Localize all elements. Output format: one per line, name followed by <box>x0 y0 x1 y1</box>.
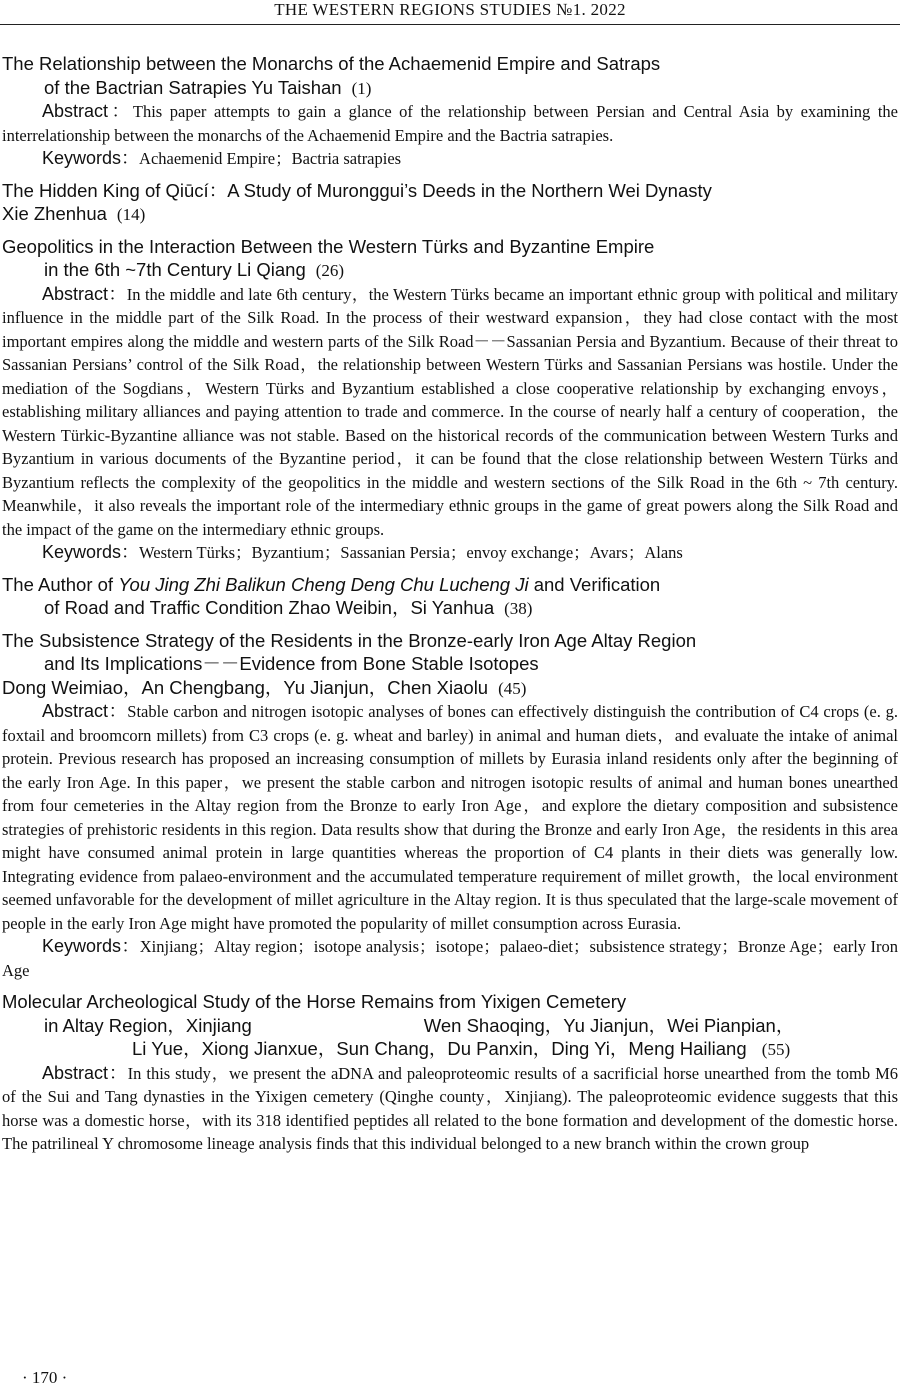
article-title: Geopolitics in the Interaction Between the Western Türks and Byzantine Empire in the 6th ~7th Century Li Qiang (26) <box>2 235 655 280</box>
article-entry <box>2 179 898 227</box>
page-number: (1) <box>351 78 372 98</box>
abstract-label: Abstract： <box>42 701 128 721</box>
contents-list <box>2 52 898 1160</box>
article-authors: Yu Taishan <box>251 76 342 98</box>
keywords: Keywords：Xinjiang；Altay region；isotope analysis；isotope；palaeo-diet；subsistence strategy；Bronze Age；early Iron Age <box>2 936 899 980</box>
article-entry <box>2 990 898 1156</box>
article-authors: Li Yue，Xiong Jianxue，Sun Chang，Du Panxin，Ding Yi，Meng Hailiang <box>132 1038 747 1059</box>
article-authors: Dong Weimiao，An Chengbang，Yu Jianjun，Chen Xiaolu <box>2 676 489 698</box>
page-number: (14) <box>116 205 146 224</box>
article-authors: Zhao Weibin，Si Yanhua <box>288 597 495 618</box>
abstract-label: Abstract： <box>42 1062 128 1083</box>
article-title: Molecular Archeological Study of the Horse Remains from Yixigen Cemetery in Altay Region，Xinjiang Wen Shaoqing，Yu Jianjun，Wei Pianpian， Li Yue，Xiong Jianxue，Sun Chang，Du Panxin，Ding Yi，Meng Hailiang (55) <box>2 991 795 1059</box>
keywords-label: Keywords： <box>42 148 140 168</box>
page-number: (38) <box>504 599 533 618</box>
running-head: THE WESTERN REGIONS STUDIES №1. 2022 <box>274 0 626 19</box>
article-title: The Hidden King of Qiūcí：A Study of Muronggui’s Deeds in the Northern Wei Dynasty Xie Zhenhua (14) <box>2 179 712 224</box>
italic-book-title: You Jing Zhi Balikun Cheng Deng Chu Lucheng Ji <box>118 573 529 595</box>
page-number: (45) <box>498 678 527 698</box>
article-entry <box>2 235 898 565</box>
page-number: (26) <box>315 261 345 280</box>
keywords: Keywords：Western Türks；Byzantium；Sassanian Persia；envoy exchange；Avars；Alans <box>2 541 898 565</box>
page-number: (55) <box>761 1040 791 1059</box>
article-title: The Subsistence Strategy of the Residents in the Bronze-early Iron Age Altay Region and Its Implications－－Evidence from Bone Stable Isotopes Dong Weimiao，An Chengbang，Yu Jianjun，Chen Xiaolu (45) <box>2 629 697 698</box>
article-authors: Xie Zhenhua <box>2 203 107 224</box>
abstract: Abstract：In the middle and late 6th century，the Western Türks became an important ethnic group with political and military influence in the middle part of the Silk Road. In the process of their westward expansion，they had close contact with the most important empires along the middle and western parts of the Silk Road－－Sassanian Persia and Byzantium. Because of their threat to Sassanian Persians’ control of the Silk Road，the relationship between Western Türks and Sassanian Persians was hostile. Under the mediation of the Sogdians，Western Türks and Byzantium established a close cooperative relationship by exchanging envoys，establishing military alliances and paying attention to trade and commerce. In the course of nearly half a century of cooperation，the Western Türkic-Byzantine alliance was not stable. Based on the historical records of the communication between Western Turks and Byzantium in various documents of the Byzantine period，it can be found that the close relationship between Western Türks and Byzantium reflects the complexity of the geopolitics in the middle and western sections of the Silk Road in the 6th ~ 7th century. Meanwhile，it also reveals the important role of the intermediary ethnic groups in the game of great powers along the Silk Road and the impact of the game on the intermediary ethnic groups. <box>2 283 899 539</box>
abstract: Abstract：This paper attempts to gain a glance of the relationship between Persian and Central Asia by examining the interrelationship between the monarchs of the Achaemenid Empire and the Bactria satrapies. <box>2 101 898 145</box>
abstract: Abstract：Stable carbon and nitrogen isotopic analyses of bones can effectively distinguish the contribution of C4 crops (e. g. foxtail and broomcorn millets) from C3 crops (e. g. wheat and barley) in animal and human diets，and evaluate the intake of animal protein. Previous research has proposed an increasing consumption of millets by Eurasia inland residents only after the beginning of the early Iron Age. In this paper，we present the stable carbon and nitrogen isotopic results of animal and human bones unearthed from four cemeteries in the Altay region from the Bronze to early Iron Age，and explore the dietary composition and subsistence strategies of prehistoric residents in this region. Data results show that during the Bronze and early Iron Age，the residents in this area might have consumed animal protein in large quantities whereas the proportion of C4 plants in their diets was generally low. Integrating evidence from palaeo-environment and the accumulated temperature requirement of millet growth，the local environment seemed unfavorable for the development of millet agriculture in the Altay region. It is thus speculated that the large-scale movement of people in the early Iron Age might have promoted the popularity of millet consumption across Eurasia. <box>2 701 898 933</box>
keywords-label: Keywords： <box>42 542 140 562</box>
abstract-label: Abstract： <box>42 283 127 304</box>
article-entry <box>2 629 898 983</box>
article-authors: Li Qiang <box>236 259 306 280</box>
article-title: The Relationship between the Monarchs of the Achaemenid Empire and Satraps of the Bactrian Satrapies Yu Taishan (1) <box>2 53 661 98</box>
article-authors: Wen Shaoqing，Yu Jianjun，Wei Pianpian， <box>423 1014 795 1036</box>
article-title: The Author of You Jing Zhi Balikun Cheng Deng Chu Lucheng Ji and Verification of Road and Traffic Condition Zhao Weibin，Si Yanhua (38) <box>2 573 661 618</box>
keywords: Keywords：Achaemenid Empire；Bactria satrapies <box>2 147 898 171</box>
abstract-label: Abstract： <box>42 101 133 121</box>
header-rule <box>0 24 900 25</box>
abstract: Abstract：In this study，we present the aDNA and paleoproteomic results of a sacrificial horse unearthed from the tomb M6 of the Sui and Tang dynasties in the Yixigen cemetery (Qinghe county，Xinjiang). The paleoproteomic evidence suggests that this horse was a domestic horse，with its 318 identified peptides all related to the bone formation and development of the domestic horse. The patrilineal Y chromosome lineage analysis finds that this individual belonged to a new branch within the crown group <box>2 1062 898 1153</box>
article-entry <box>2 52 898 171</box>
keywords-label: Keywords： <box>42 936 140 956</box>
page-folio: · 170 · <box>22 1368 68 1387</box>
article-entry <box>2 573 898 621</box>
